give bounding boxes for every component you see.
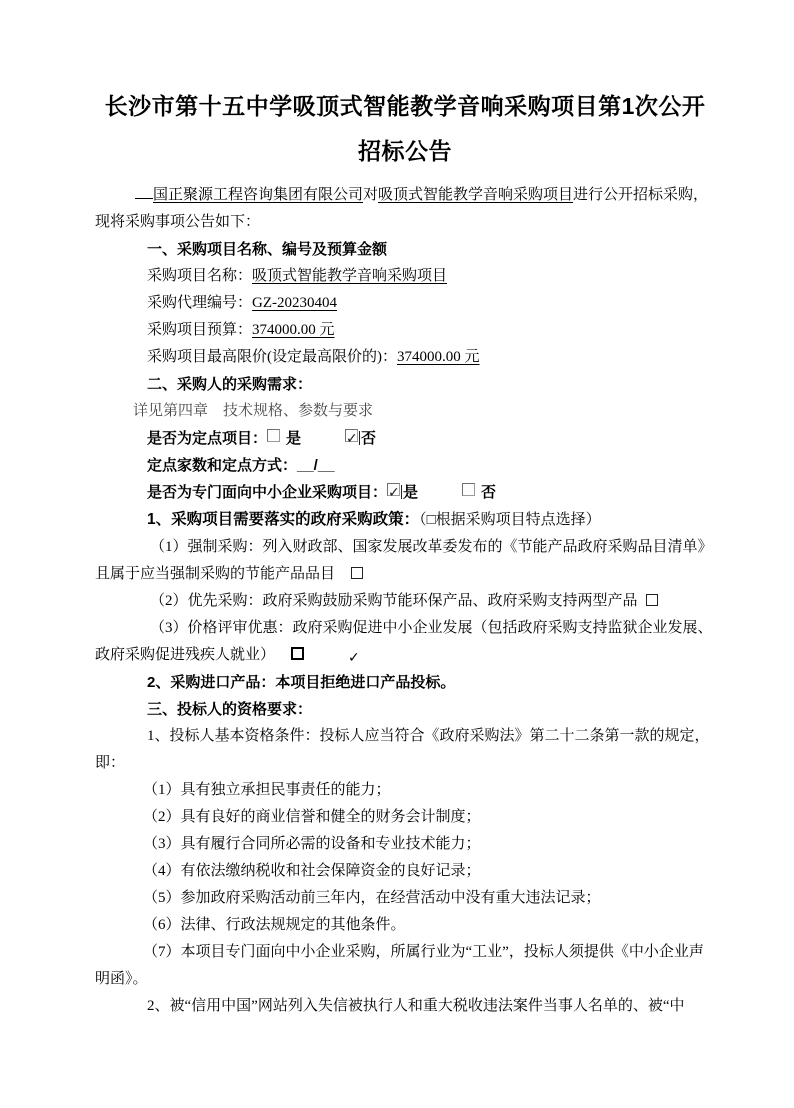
document-title-line2: 招标公告 [358,138,452,164]
document-title [95,84,715,174]
condition-5: （5）参加政府采购活动前三年内，在经营活动中没有重大违法记录； [143,890,601,906]
condition-3: （3）具有履行合同所必需的设备和专业技术能力； [143,836,481,852]
field-project-name [95,263,715,290]
condition-7-line1: （7）本项目专门面向中小企业采购，所属行业为“工业”，投标人须提供《中小企业声 [143,944,704,960]
policy-item-mandatory [95,534,715,588]
intro-blank-underline [135,184,153,199]
field-budget [95,317,715,344]
policy-lead-bold: 1、采购项目需要落实的政府采购政策： [147,511,420,528]
field-agency-number-label: 采购代理编号： [147,295,253,311]
basic-qualification-line1: 1、投标人基本资格条件：投标人应当符合《政府采购法》第二十二条第一款的规定， [147,728,710,744]
sme-oriented-row [95,479,715,506]
policy-item-3-line1: （3）价格评审优惠：政府采购促进中小企业发展（包括政府采购支持监狱企业发展、 [150,620,713,636]
policy-item-1-line1: （1）强制采购：列入财政部、国家发展改革委发布的《节能产品政府采购品目清单》 [150,539,713,555]
field-project-name-label: 采购项目名称： [147,268,253,284]
sme-yes-checkbox[interactable] [387,483,400,496]
field-price-limit-value: 374000.00 元 [397,349,480,365]
condition-4: （4）有依法缴纳税收和社会保障资金的良好记录； [143,863,481,879]
section1-heading: 一、采购项目名称、编号及预算金额 [147,241,388,258]
condition-7 [95,939,715,993]
sme-yes-label: 是 [403,484,419,501]
fixed-point-method-row: 定点家数和定点方式：__/__ [147,457,335,474]
policy-item-3-line2: 政府采购促进残疾人就业） [95,647,276,663]
section3-heading: 三、投标人的资格要求： [147,701,313,718]
basic-qualification-line2: 即： [95,755,126,771]
priority-procurement-checkbox[interactable] [646,594,658,606]
fixed-point-yes-checkbox[interactable] [267,429,280,442]
policy-item-price-review [95,615,715,669]
sme-no-label: 否 [481,484,497,501]
fixed-point-row [95,425,715,452]
condition-6: （6）法律、行政法规规定的其他条件。 [143,917,406,933]
document-title-line1: 长沙市第十五中学吸顶式智能教学音响采购项目第1次公开 [104,93,706,119]
form-field-caret [359,431,360,445]
field-price-limit-label: 采购项目最高限价(设定最高限价的)： [147,349,397,365]
fixed-point-no-label: 否 [361,430,377,447]
sme-oriented-label: 是否为专门面向中小企业采购项目： [147,484,388,501]
agency-name: 国正聚源工程咨询集团有限公司 [153,187,364,203]
field-project-name-value: 吸顶式智能教学音响采购项目 [252,268,448,284]
import-products-row: 2、采购进口产品：本项目拒绝进口产品投标。 [147,674,456,691]
mandatory-procurement-checkbox[interactable] [351,567,363,579]
intro-tail-line1: 进行公开招标采购， [573,187,709,203]
intro-paragraph [95,182,715,236]
condition-2: （2）具有良好的商业信誉和健全的财务会计制度； [143,809,481,825]
field-agency-number [95,290,715,317]
condition-1: （1）具有独立承担民事责任的能力； [143,782,391,798]
requirement-detail-note: 详见第四章 技术规格、参数与要求 [133,403,374,419]
condition-7-line2: 明函》。 [95,971,148,987]
price-review-checkbox[interactable] [291,647,304,660]
fixed-point-label: 是否为定点项目： [147,430,268,447]
form-field-caret [401,485,402,499]
field-budget-label: 采购项目预算： [147,322,253,338]
policy-lead-row [95,506,715,534]
fixed-point-yes-label: 是 [286,430,302,447]
project-name: 吸顶式智能教学音响采购项目 [378,187,574,203]
field-agency-number-value: GZ-20230404 [252,295,338,311]
fixed-point-no-checkbox[interactable] [345,429,358,442]
sme-no-checkbox[interactable] [462,483,475,496]
policy-item-2-line1: （2）优先采购：政府采购鼓励采购节能环保产品、政府采购支持两型产品 [150,593,638,609]
field-price-limit [95,344,715,371]
intro-connector: 对 [363,187,379,203]
basic-qualification-lead [95,723,715,777]
section2-heading: 二、采购人的采购需求： [147,376,313,393]
policy-item-priority [95,588,715,615]
policy-item-1-line2: 且属于应当强制采购的节能产品品目 [95,566,336,582]
policy-lead-note: （□根据采购项目特点选择） [419,512,601,528]
field-budget-value: 374000.00 元 [252,322,335,338]
intro-tail-line2: 现将采购事项公告如下： [95,214,261,230]
credit-clause: 2、被“信用中国”网站列入失信被执行人和重大税收违法案件当事人名单的、被“中 [147,998,685,1014]
